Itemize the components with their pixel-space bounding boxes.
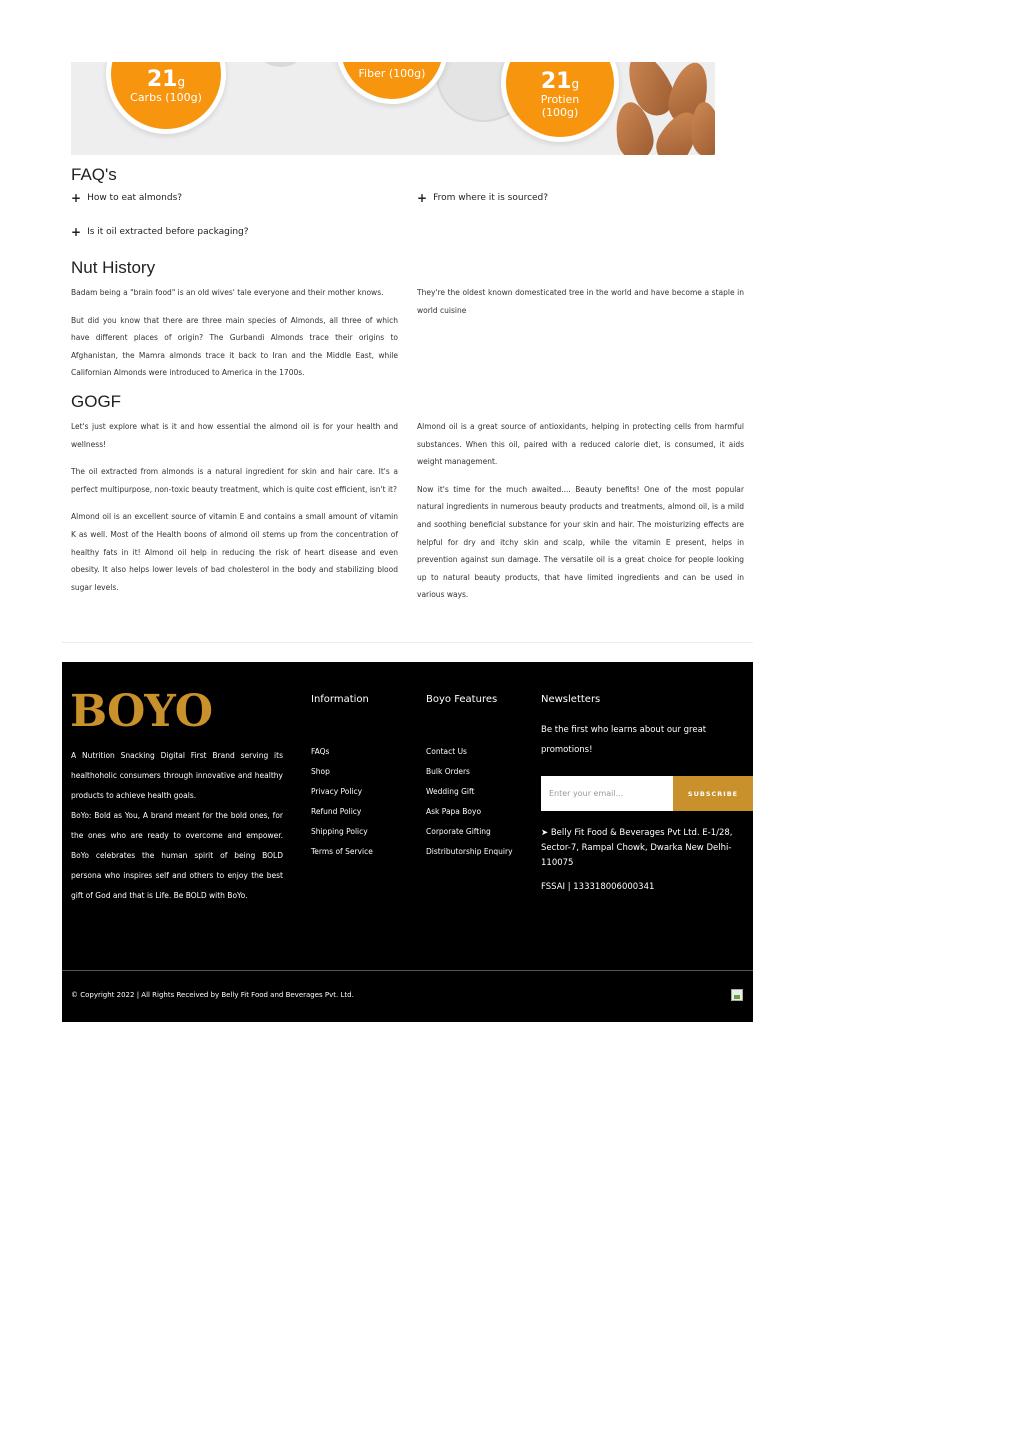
carbs-value: 21 [146,67,178,92]
newsletter-heading: Newsletters [541,694,601,705]
paragraph: But did you know that there are three main species of Almonds, all three of which have different places of origin? The Gurbandi Almonds trace their origins to Afghanistan, the Mamra almonds trace it back to Iran and the Middle East, while Californian Almonds were introduced to America in the 1700s. [71,315,398,378]
paragraph: Almond oil is a great source of antioxidants, helping in protecting cells from harmful substances. When this oil, paired with a reduced calorie diet, is consumed, it aids weight management. [417,422,744,467]
divider [62,642,753,643]
footer-link-shop[interactable]: Shop [311,767,330,776]
footer-link-refund[interactable]: Refund Policy [311,807,362,816]
bowl-image [261,62,301,67]
payment-image-icon [731,989,743,1001]
plus-icon: + [71,191,82,205]
footer-link-faqs[interactable]: FAQs [311,747,330,756]
nut-history-left [71,284,398,392]
protein-label: Protien [540,93,580,106]
newsletter-text: Be the first who learns about our great promotions! [541,725,707,755]
footer-link-privacy[interactable]: Privacy Policy [311,787,363,796]
boyo-logo[interactable]: BOYO [70,686,213,737]
features-heading: Boyo Features [426,694,498,705]
faq-question: How to eat almonds? [87,193,183,203]
protein-value: 21 [540,69,572,94]
footer-link-bulk-orders[interactable]: Bulk Orders [426,767,470,776]
faq-item[interactable] [71,192,182,204]
about-text [71,746,283,906]
subscribe-button[interactable]: SUBSCRIBE [673,776,753,811]
nutrition-banner [71,62,715,155]
gogf-title: GOGF [71,392,122,411]
site-footer [62,662,753,1022]
faq-question: From where it is sourced? [433,193,549,203]
paragraph: Let's just explore what is it and how essential the almond oil is for your health and wellness! [71,422,398,449]
fssai-number: FSSAI | 13331800600034​1 [541,882,655,892]
footer-divider [62,970,753,971]
fiber-label: Fiber (100g) [358,67,426,80]
features-links [426,742,513,862]
paragraph: Now it's time for the much awaited.... Beauty benefits! One of the most popular natural ingredients in numerous beauty products and treatments, almond oil, is a mild and soothing beneficial substance for your skin and hair. The moisturizing effects are helpful for dry and itchy skin and scalp, while the vitamin E present, helps in prevention against sun damage. The versatile oil is a great choice for people looking up to natural beauty products, that have limited ingredients and can be used in various ways. [417,484,744,600]
information-links [311,742,373,862]
carbs-unit: g [177,75,186,89]
footer-link-wedding-gift[interactable]: Wedding Gift [426,787,475,796]
protein-badge [501,62,619,142]
paragraph: The oil extracted from almonds is a natural ingredient for skin and hair care. It's a perfect multipurpose, non-toxic beauty treatment, which is quite cost efficient, isn't it? [71,467,398,494]
email-field[interactable] [541,776,673,811]
nut-history-title: Nut History [71,258,156,277]
plus-icon: + [71,225,82,239]
footer-link-corporate[interactable]: Corporate Gifting [426,827,491,836]
about-paragraph: BoYo: Bold as You, A brand meant for the bold ones, for the ones who are ready to overcome and empower. BoYo celebrates the human spirit of being BOLD persona who inspires self and others to enjoy the best gift of God and that is Life. Be BOLD with BoYo. [71,811,283,900]
location-arrow-icon: ➤ [541,828,549,838]
faq-question: Is it oil extracted before packaging? [87,227,249,237]
carbs-badge [106,62,226,134]
copyright: © Copyright 2022 | All Rights Received by Belly Fit Food and Beverages Pvt. Ltd. [71,991,354,999]
gogf-left [71,418,398,606]
faq-title: FAQ's [71,165,117,184]
carbs-label: Carbs (100g) [130,91,202,104]
paragraph: Almond oil is an excellent source of vitamin E and contains a small amount of vitamin K as well. Most of the Health boons of almond oil stems up from the concentration of healthy fats in it! Almond oil help in reducing the risk of heart disease and even obesity. It also helps lower levels of bad cholesterol in the body and stabilizing blood sugar levels. [71,512,398,592]
gogf-right [417,418,744,614]
footer-link-ask-papa[interactable]: Ask Papa Boyo [426,807,482,816]
footer-link-shipping[interactable]: Shipping Policy [311,827,368,836]
fiber-badge [336,62,448,104]
footer-link-terms[interactable]: Terms of Service [311,847,373,856]
paragraph: They're the oldest known domesticated tree in the world and have become a staple in world cuisine [417,288,744,315]
protein-unit: g [571,77,580,91]
nut-history-right [417,284,744,329]
faq-item[interactable] [417,192,548,204]
address-text: Belly Fit Food & Beverages Pvt Ltd. E-1/28, Sector-7, Rampal Chowk, Dwarka New Delhi-110075 [541,828,733,868]
footer-link-contact[interactable]: Contact Us [426,747,467,756]
information-heading: Information [311,694,369,705]
paragraph: Badam being a "brain food" is an old wives' tale everyone and their mother knows. [71,288,384,297]
address [541,826,746,871]
protein-sublabel: (100g) [541,106,579,119]
plus-icon: + [417,191,428,205]
about-paragraph: A Nutrition Snacking Digital First Brand serving its healthoholic consumers through innovative and healthy products to achieve health goals. [71,751,283,800]
footer-link-distributorship[interactable]: Distributorship Enquiry [426,847,513,856]
faq-item[interactable] [71,226,249,238]
